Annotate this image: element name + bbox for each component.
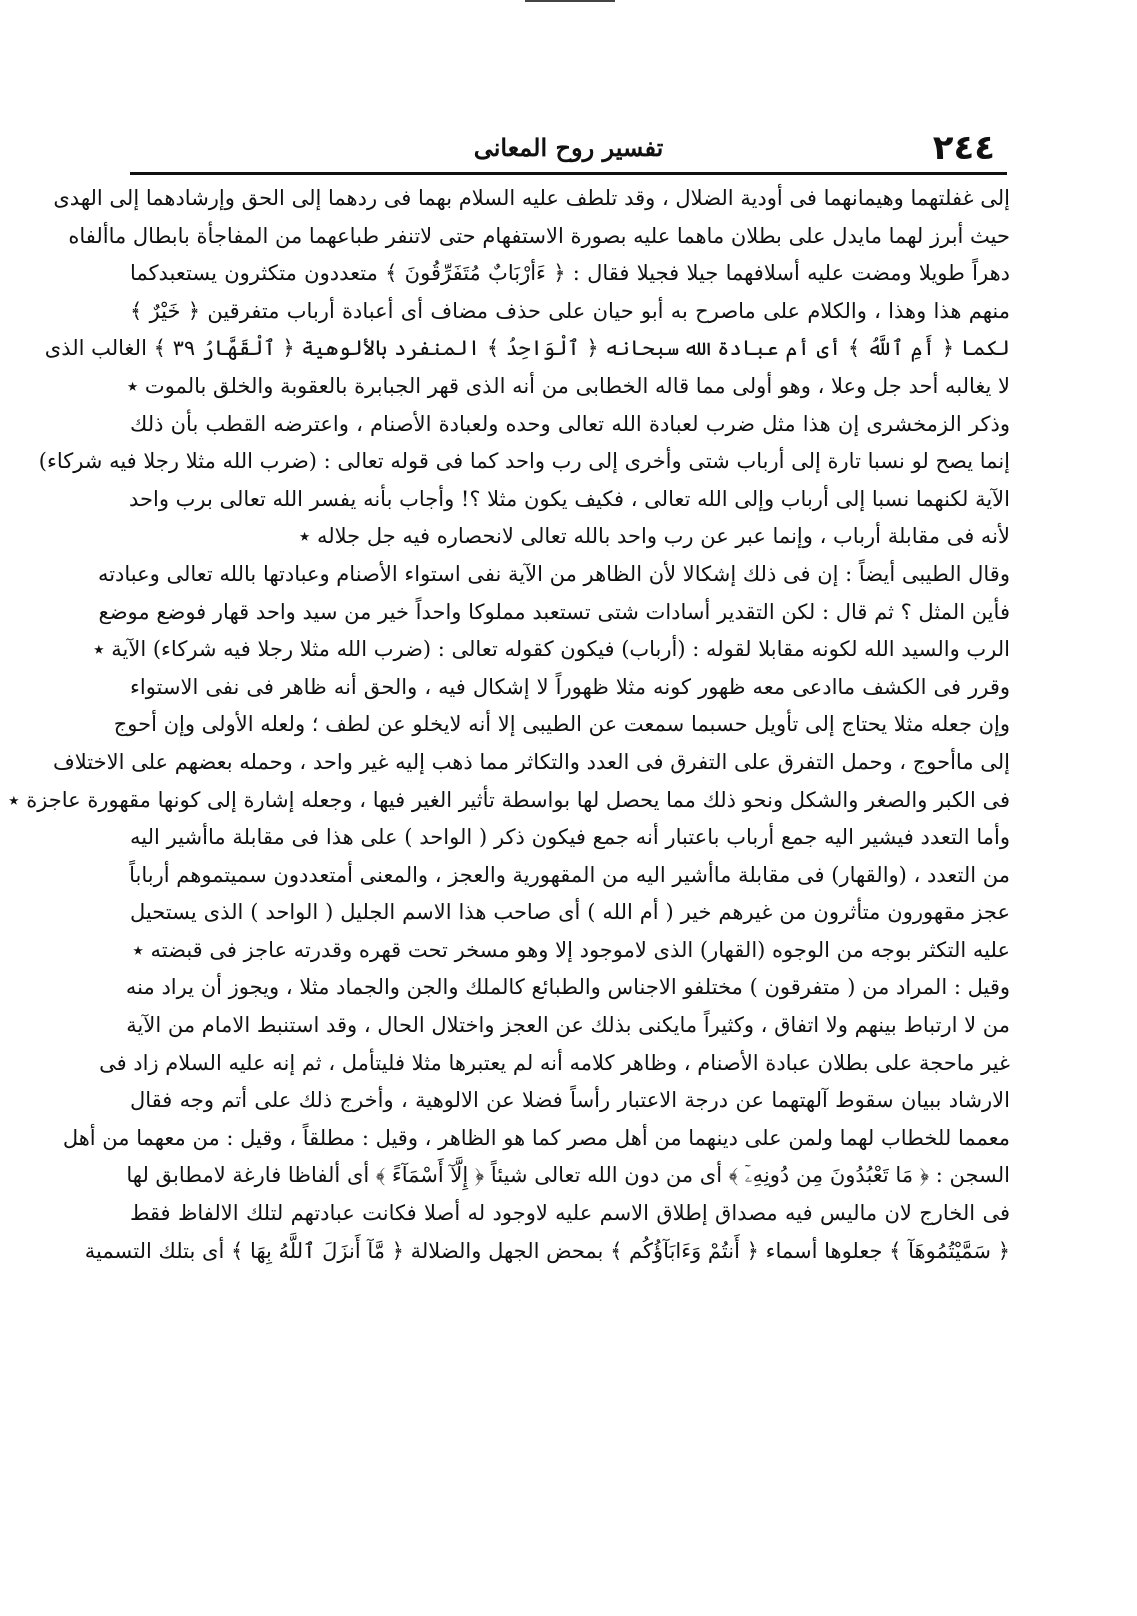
- text-line: غير ماحجة على بطلان عبادة الأصنام ، وظاهر كلامه أنه لم يعتبرها مثلا فليتأمل ، ثم إنه عليه السلام زاد فى: [99, 1050, 1010, 1075]
- text-line: الرب والسيد الله لكونه مقابلا لقوله : (أرباب) فيكون كقوله تعالى : (ضرب الله مثلا رجلا فيه شركاء) الآية ٭: [93, 637, 1010, 662]
- text-line: فأين المثل ؟ ثم قال : لكن التقدير أسادات شتى تستعبد مملوكا واحداً خير من سيد واحد قهار فوضع موضع: [98, 599, 1010, 624]
- text-line: وذكر الزمخشرى إن هذا مثل ضرب لعبادة الله تعالى وحده ولعبادة الأصنام ، واعترضه القطب بأن ذلك: [130, 411, 1010, 436]
- text-line: إلى غفلتهما وهيمانهما فى أودية الضلال ، وقد تلطف عليه السلام بهما فى ردهما إلى الحق وإرشادهما إلى الهدى: [53, 186, 1010, 210]
- text-line: فى الكبر والصغر والشكل ونحو ذلك مما يحصل لها بواسطة تأثير الغير فيها ، وجعله إشارة إلى كونها مقهورة عاجزة ٭: [8, 787, 1010, 812]
- page-number: ٢٤٤: [932, 128, 995, 168]
- text-line: الآية لكنهما نسبا إلى أرباب وإلى الله تعالى ، فكيف يكون مثلا ؟! وأجاب بأنه يفسر الله تعالى برب واحد: [129, 486, 1010, 511]
- text-line: ﴿ سَمَّيْتُمُوهَآ ﴾ جعلوها أسماء ﴿ أَنتُمْ وَءَابَآؤُكُم ﴾ بمحض الجهل والضلالة ﴿ مَّآ أَنزَلَ ٱللَّهُ بِهَا ﴾ أى بتلك التسمية: [84, 1238, 1010, 1263]
- text-line: منهم هذا وهذا ، والكلام على ماصرح به أبو حيان على حذف مضاف أى أعبادة أرباب متفرقين ﴿ خَيْرٌ ﴾: [130, 298, 1010, 323]
- text-line: السجن : ﴿ مَا تَعْبُدُونَ مِن دُونِهِۦٓ ﴾ أى من دون الله تعالى شيئاً ﴿ إِلَّآ أَسْمَآءً ﴾ أى ألفاظا فارغة لامطابق لها: [126, 1163, 1010, 1188]
- text-line: من لا ارتباط بينهم ولا اتفاق ، وكثيراً مايكنى بذلك عن العجز واختلال الحال ، وقد استنبط الامام من الآية: [126, 1013, 1010, 1038]
- top-rule: [525, 0, 615, 2]
- text-line: وقرر فى الكشف ماادعى معه ظهور كونه مثلا ظهوراً لا إشكال فيه ، والحق أنه ظاهر فى نفى الاستواء: [130, 674, 1010, 699]
- text-line: وأما التعدد فيشير اليه جمع أرباب باعتبار أنه جمع فيكون ذكر ( الواحد ) على هذا فى مقابلة ماأشير اليه: [130, 825, 1010, 850]
- text-line: من التعدد ، (والقهار) فى مقابلة ماأشير اليه من المقهورية والعجز ، والمعنى أمتعددون سميتموهم أرباباً: [129, 862, 1010, 887]
- page-body: [8, 180, 1010, 1270]
- text-line: عليه التكثر بوجه من الوجوه (القهار) الذى لاموجود إلا وهو مسخر تحت قهره وقدرته عاجز فى قبضته ٭: [132, 937, 1010, 962]
- text-line: وقال الطيبى أيضاً : إن فى ذلك إشكالا لأن الظاهر من الآية نفى استواء الأصنام وعبادتها بالله تعالى وعبادته: [97, 561, 1010, 586]
- text-line: إلى ماأحوج ، وحمل التفرق على التفرق فى العدد والتكاثر مما ذهب إليه غير واحد ، وحمله بعضهم على الاختلاف: [53, 749, 1010, 774]
- text-line: الارشاد ببيان سقوط آلهتهما عن درجة الاعتبار رأساً فضلا عن الالوهية ، وأخرج ذلك على أتم وجه فقال: [130, 1088, 1010, 1113]
- text-line: لا يغالبه أحد جل وعلا ، وهو أولى مما قاله الخطابى من أنه الذى قهر الجبابرة بالعقوبة والخلق بالموت ٭: [126, 373, 1010, 398]
- text-line: فى الخارج لان ماليس فيه مصداق إطلاق الاسم عليه لاوجود له أصلا فكانت عبادتهم لتلك الالفاظ فقط: [130, 1201, 1010, 1226]
- text-line: لأنه فى مقابلة أرباب ، وإنما عبر عن رب واحد بالله تعالى لانحصاره فيه جل جلاله ٭: [298, 524, 1010, 549]
- page-header: [130, 128, 1007, 175]
- text-line: معمما للخطاب لهما ولمن على دينهما من أهل مصر كما هو الظاهر ، وقيل : مطلقاً ، وقيل : من معهما من أهل: [62, 1125, 1010, 1150]
- text-line: وإن جعله مثلا يحتاج إلى تأويل حسبما سمعت عن الطيبى إلا أنه لايخلو عن لطف ؛ ولعله الأولى وإن أحوج: [113, 712, 1010, 737]
- text-line: دهراً طويلا ومضت عليه أسلافهما جيلا فجيلا فقال : ﴿ ءَأرْبَابٌ مُتَفَرِّقُونَ ﴾ متعددون متكثرون يستعبدكما: [130, 261, 1010, 286]
- running-title: تفسير روح المعانى: [473, 133, 664, 162]
- text-line: وقيل : المراد من ( متفرقون ) مختلفو الاجناس والطبائع كالملك والجن والجماد مثلا ، ويجوز أن يراد منه: [125, 975, 1010, 1000]
- text-line: حيث أبرز لهما مايدل على بطلان ماهما عليه بصورة الاستفهام حتى لاتنفر طباعهما من المفاجأة بابطال ماألفاه: [68, 223, 1010, 248]
- text-line: عجز مقهورون متأثرون من غيرهم خير ( أم الله ) أى صاحب هذا الاسم الجليل ( الواحد ) الذى يستحيل: [130, 900, 1010, 925]
- text-line: إنما يصح لو نسبا تارة إلى أرباب شتى وأخرى إلى رب واحد كما فى قوله تعالى : (ضرب الله مثلا رجلا فيه شركاء): [38, 449, 1010, 474]
- text-line: لكما ﴿ أَمِ ٱللَّهُ ﴾ أى أم عبادة الله سبحانه ﴿ ٱلْوَاحِدُ ﴾ المنفرد بالألوهية ﴿ ٱلْقَهَّارُ ٣٩ ﴾ الغالب الذى: [44, 336, 1010, 361]
